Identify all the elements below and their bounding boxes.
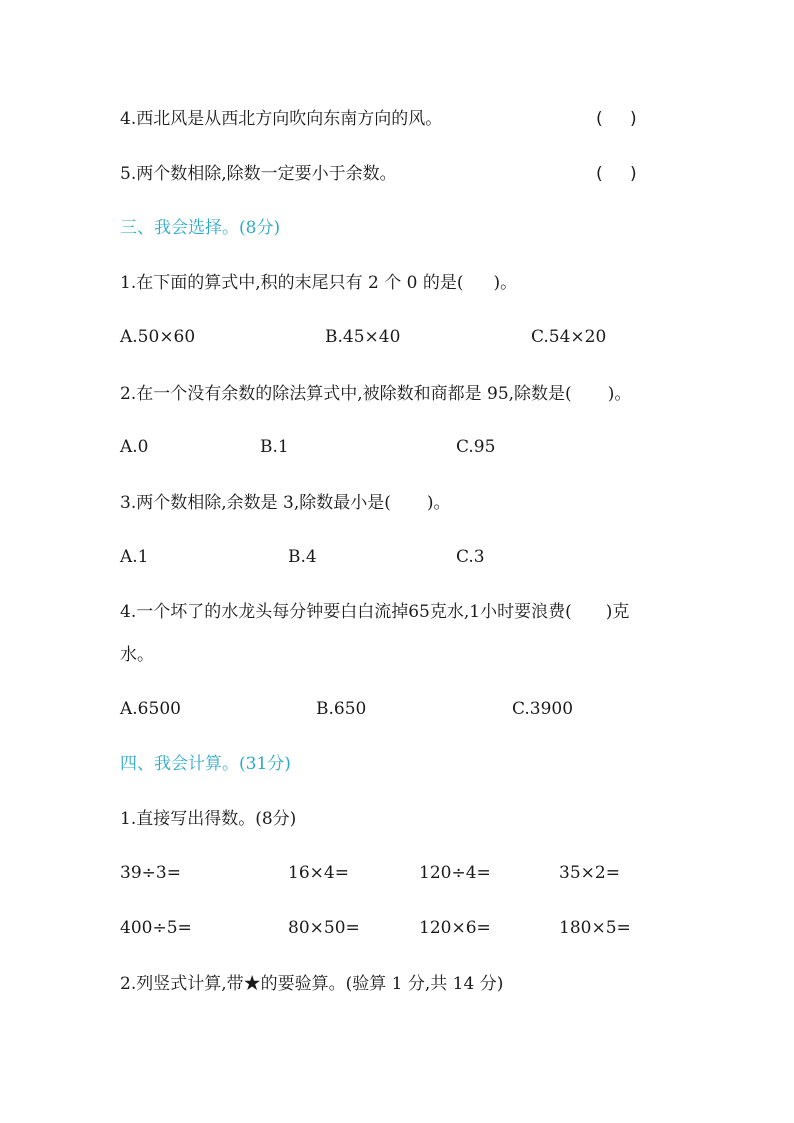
- option-b[interactable]: B.1: [260, 437, 289, 457]
- option-c[interactable]: C.54×20: [531, 327, 607, 347]
- tf-question-5: 5.两个数相除,除数一定要小于余数。: [120, 164, 397, 184]
- paren-close: ): [630, 109, 637, 129]
- mental-math-item: 39÷3=: [120, 863, 181, 883]
- calc-question-2-title: 2.列竖式计算,带★的要验算。(验算 1 分,共 14 分): [120, 974, 504, 994]
- question-stem: 3.两个数相除,余数是 3,除数最小是(: [120, 493, 391, 513]
- choice-question-4: [120, 600, 629, 624]
- question-stem: 1.在下面的算式中,积的末尾只有 2 个 0 的是(: [120, 273, 464, 293]
- option-c[interactable]: C.3: [456, 547, 485, 567]
- paren-open: (: [596, 164, 603, 184]
- question-stem: 2.在一个没有余数的除法算式中,被除数和商都是 95,除数是(: [120, 384, 572, 404]
- question-stem-end: )。: [493, 273, 518, 293]
- choice-question-3: [120, 491, 451, 515]
- tf-answer-blank-5[interactable]: [596, 162, 637, 186]
- paren-open: (: [596, 109, 603, 129]
- option-b[interactable]: B.650: [316, 699, 367, 719]
- choice-question-1: [120, 271, 517, 295]
- mental-math-item: 400÷5=: [120, 918, 192, 938]
- question-stem-end: )。: [426, 493, 451, 513]
- tf-answer-blank-4[interactable]: [596, 107, 637, 131]
- option-a[interactable]: A.50×60: [120, 327, 196, 347]
- section-4-title: 四、我会计算。(31分): [120, 754, 291, 774]
- choice-question-2: [120, 382, 631, 406]
- mental-math-item: 35×2=: [559, 863, 620, 883]
- question-stem-end: )克: [605, 602, 630, 622]
- mental-math-item: 16×4=: [288, 863, 349, 883]
- choice-question-4-continued: 水。: [120, 645, 154, 665]
- paren-close: ): [630, 164, 637, 184]
- option-c[interactable]: C.3900: [512, 699, 574, 719]
- option-b[interactable]: B.45×40: [325, 327, 401, 347]
- mental-math-item: 120×6=: [419, 918, 491, 938]
- option-c[interactable]: C.95: [456, 437, 496, 457]
- option-a[interactable]: A.6500: [120, 699, 181, 719]
- mental-math-item: 180×5=: [559, 918, 631, 938]
- option-a[interactable]: A.0: [120, 437, 149, 457]
- tf-question-4: 4.西北风是从西北方向吹向东南方向的风。: [120, 109, 443, 129]
- question-stem-end: )。: [607, 384, 632, 404]
- option-a[interactable]: A.1: [120, 547, 149, 567]
- section-3-title: 三、我会选择。(8分): [120, 218, 281, 238]
- question-stem: 4.一个坏了的水龙头每分钟要白白流掉65克水,1小时要浪费(: [120, 602, 572, 622]
- mental-math-item: 80×50=: [288, 918, 360, 938]
- option-b[interactable]: B.4: [288, 547, 317, 567]
- mental-math-item: 120÷4=: [419, 863, 491, 883]
- calc-question-1-title: 1.直接写出得数。(8分): [120, 809, 297, 829]
